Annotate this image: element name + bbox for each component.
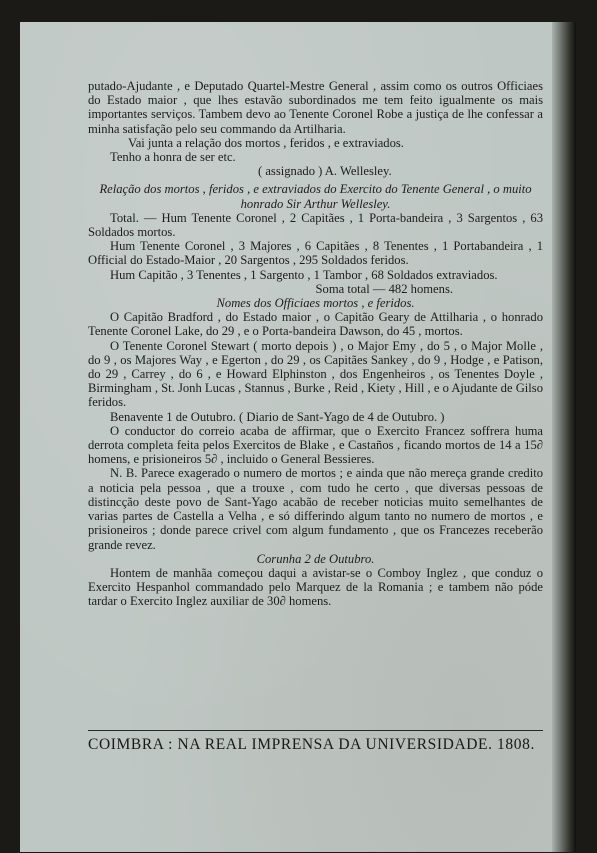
section-heading-officers: Nomes dos Officiaes mortos , e feridos. — [216, 296, 415, 311]
document-body — [88, 79, 543, 609]
paragraph-enclosure: Vai junta a relação dos mortos , feridos , e extraviados. — [128, 135, 404, 150]
section-heading-casualties: Relação dos mortos , feridos , e extraviados do Exercito do Tenente General , o muito honrado Sir Arthur Wellesley. — [99, 182, 532, 211]
signature-line: ( assignado ) A. Wellesley. — [258, 164, 392, 179]
paragraph-wounded: Hum Tenente Coronel , 3 Majores , 6 Capitães , 8 Tenentes , 1 Portabandeira , 1 Official do Estado-Maior , 20 Sargentos , 295 Soldados feridos. — [88, 239, 543, 268]
page-gutter-shadow — [552, 22, 576, 852]
paragraph-officers-wounded: O Tenente Coronel Stewart ( morto depois ) , o Major Emy , do 5 , o Major Molle , do 9 , os Majores Way , e Egerton , do 29 , os Capitães Sankey , do 9 , Hodge , e Patison, do 29 , Carrey , do 6 , e Howard Elphinston , dos Engenheiros , os Tenentes Doyle , Birmingham , St. Jonh Lucas , Stannus , Burke , Reid , Kiety , Hill , e o Ajudante de Gilso feridos. — [88, 338, 543, 410]
dateline-corunha: Corunha 2 de Outubro. — [256, 551, 375, 566]
footer-rule — [88, 730, 543, 731]
imprint-footer — [88, 736, 543, 754]
paragraph-convoy: Hontem de manhãa começou daqui a avistar-se o Comboy Inglez , que conduz o Exercito Hespanhol commandado pelo Marquez de la Romania ; e tambem não póde tardar o Exercito Inglez auxiliar de 30∂ homens. — [88, 565, 543, 609]
paragraph-officers-killed: O Capitão Bradford , do Estado maior , o Capitão Geary de Attilharia , o honrado Tenente Coronel Lake, do 29 , e o Porta-bandeira Dawson, do 45 , mortos. — [88, 310, 543, 339]
paragraph-nb-note: N. B. Parece exagerado o numero de mortos ; e ainda que não mereça grande credito a noticia pela pessoa , que a trouxe , com tudo he certo , que diversas pessoas de distincção deste povo de Sant-Yago acabão de receber noticias muito semelhantes de varias partes de Castella a Velha , e só differindo algum tanto no numero de mortos , e prisioneiros ; donde parece crivel com algum fundamento , que os Francezes receberão grande revez. — [88, 466, 543, 552]
paragraph-continuation: putado-Ajudante , e Deputado Quartel-Mestre General , assim como os outros Officiaes do Estado maior , que lhes estavão subordinados me tem feito igualmente os mais importantes serviços. Tambem devo ao Tenente Coronel Robe a justiça de lhe confessar a minha satisfação pelo seu commando da Artilharia. — [88, 79, 543, 136]
paragraph-closing: Tenho a honra de ser etc. — [110, 150, 236, 165]
imprint-text: COIMBRA : NA REAL IMPRENSA DA UNIVERSIDADE. 1808. — [88, 736, 535, 753]
paragraph-french-defeat: O conductor do correio acaba de affirmar, que o Exercito Francez soffrera huma derrota completa feita pelos Exercitos de Blake , e Castaños , ficando mortos de 14 a 15∂ homens, e prisioneiros 5∂ , incluido o General Bessieres. — [88, 423, 543, 467]
dateline-benavente: Benavente 1 de Outubro. ( Diario de Sant-Yago de 4 de Outubro. ) — [110, 409, 445, 424]
paragraph-killed: Total. — Hum Tenente Coronel , 2 Capitães , 1 Porta-bandeira , 3 Sargentos , 63 Soldados mortos. — [88, 210, 543, 240]
paragraph-missing: Hum Capitão , 3 Tenentes , 1 Sargento , 1 Tambor , 68 Soldados extraviados. — [110, 267, 498, 282]
total-line: Soma total — 482 homens. — [315, 281, 453, 296]
